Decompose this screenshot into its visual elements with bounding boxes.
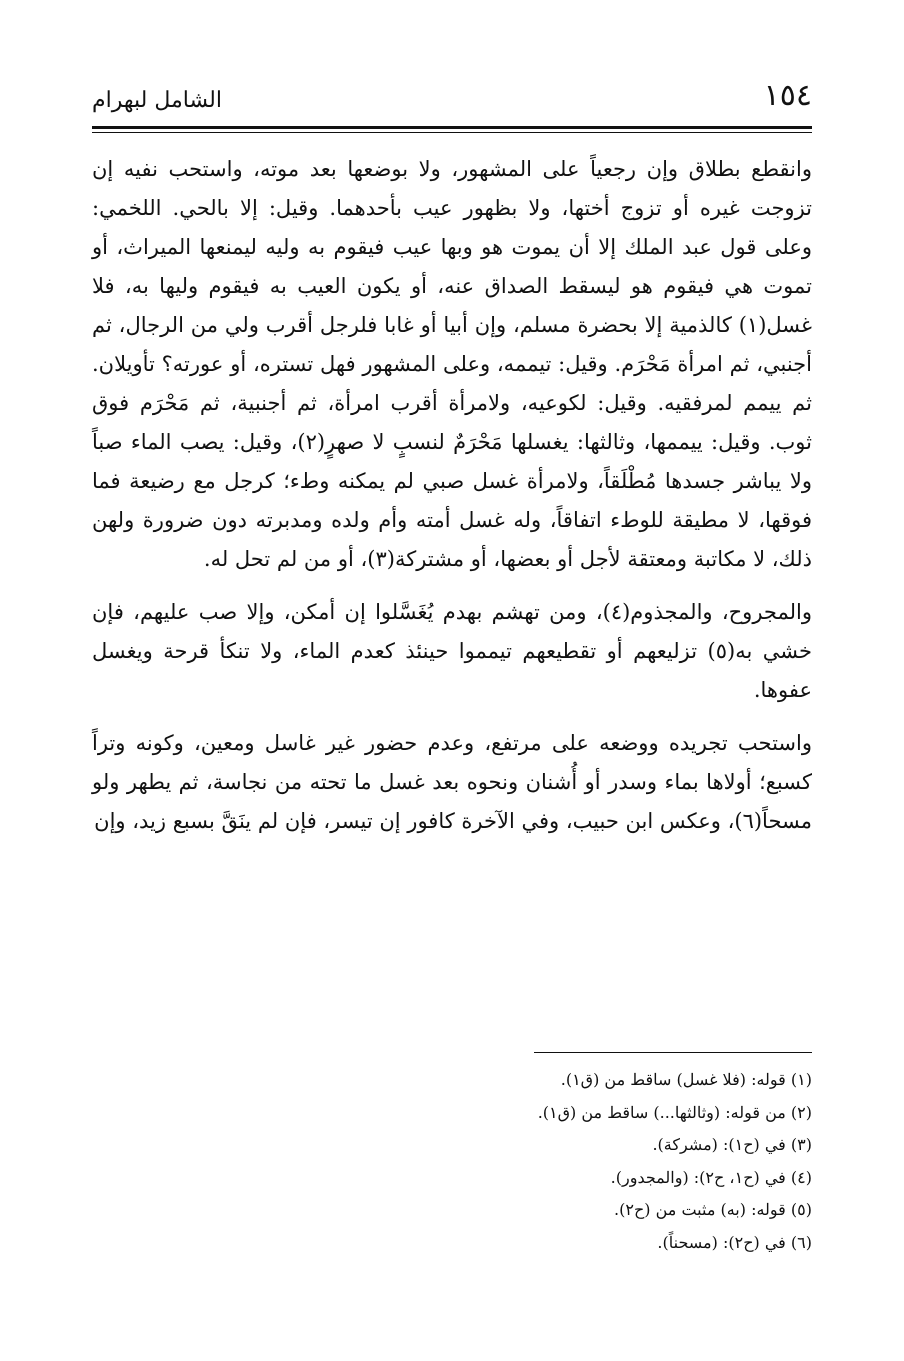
footnote-separator <box>534 1052 812 1053</box>
footnote: (٤) في (ح١، ح٢): (والمجدور). <box>610 1167 812 1187</box>
footnote: (٢) من قوله: (وثالثها...) ساقط من (ق١). <box>537 1102 812 1122</box>
paragraph: والمجروح، والمجذوم(٤)، ومن تهشم بهدم يُغَسَّلوا إن أمكن، وإلا صب عليهم، فإن خشي به(٥) تزليعهم أو تقطيعهم تيمموا حينئذ كعدم الماء، ولا تنكأ قرحة ويغسل عفوها. <box>92 600 812 702</box>
footnote: (٥) قوله: (به) مثبت من (ح٢). <box>614 1200 812 1219</box>
footnotes <box>92 1064 812 1259</box>
page-number: ١٥٤ <box>763 78 812 113</box>
running-title: الشامل لبهرام <box>92 88 222 113</box>
footnote: (٦) في (ح٢): (مسحناً). <box>657 1232 812 1252</box>
footnote: (١) قوله: (فلا غسل) ساقط من (ق١). <box>560 1070 812 1089</box>
paragraph: وانقطع بطلاق وإن رجعياً على المشهور، ولا بوضعها بعد موته، واستحب نفيه إن تزوجت غيره أو تزوج أختها، ولا بظهور عيب بأحدهما. وقيل: إلا بالحي. اللخمي: وعلى قول عبد الملك إلا أن يموت هو وبها عيب فيقوم به وليه ليمنعها الميراث، أو تموت هي فيقوم هو ليسقط الصداق عنه، أو يكون العيب به فيقوم وليها به، فلا غسل(١) كالذمية إلا بحضرة مسلم، وإن أبيا أو غابا فلرجل أقرب ولي من الرجال، ثم أجنبي، ثم امرأة مَحْرَم. وقيل: تيممه، وعلى المشهور فهل تستره، أو عورته؟ تأويلان. ثم ييمم لمرفقيه. وقيل: لكوعيه، ولامرأة أقرب امرأة، ثم أجنبية، ثم مَحْرَم فوق ثوب. وقيل: ييممها، وثالثها: يغسلها مَحْرَمٌ لنسبٍ لا صهرٍ(٢)، وقيل: يصب الماء صباً ولا يباشر جسدها مُطْلَقاً، ولامرأة غسل صبي لم يمكنه وطء؛ كرجل مع رضيعة فما فوقها، لا مطيقة للوطء اتفاقاً، وله غسل أمته وأم ولده ومدبرته دون ضرورة ولهن ذلك، لا مكاتبة ومعتقة لأجل أو بعضها، أو مشتركة(٣)، أو من لم تحل له. <box>92 157 812 571</box>
footnote: (٣) في (ح١): (مشركة). <box>652 1135 812 1154</box>
main-text <box>92 150 812 855</box>
header-rule <box>92 126 812 129</box>
page-header <box>92 72 812 122</box>
header-rule-thin <box>92 132 812 133</box>
paragraph: واستحب تجريده ووضعه على مرتفع، وعدم حضور غير غاسل ومعين، وكونه وتراً كسبع؛ أولاها بماء وسدر أو أُشنان ونحوه بعد غسل ما تحته من نجاسة، ثم يطهر ولو مسحاً(٦)، وعكس ابن حبيب، وفي الآخرة كافور إن تيسر، فإن لم ينَقَّ بسبع زيد، وإن <box>92 731 812 833</box>
